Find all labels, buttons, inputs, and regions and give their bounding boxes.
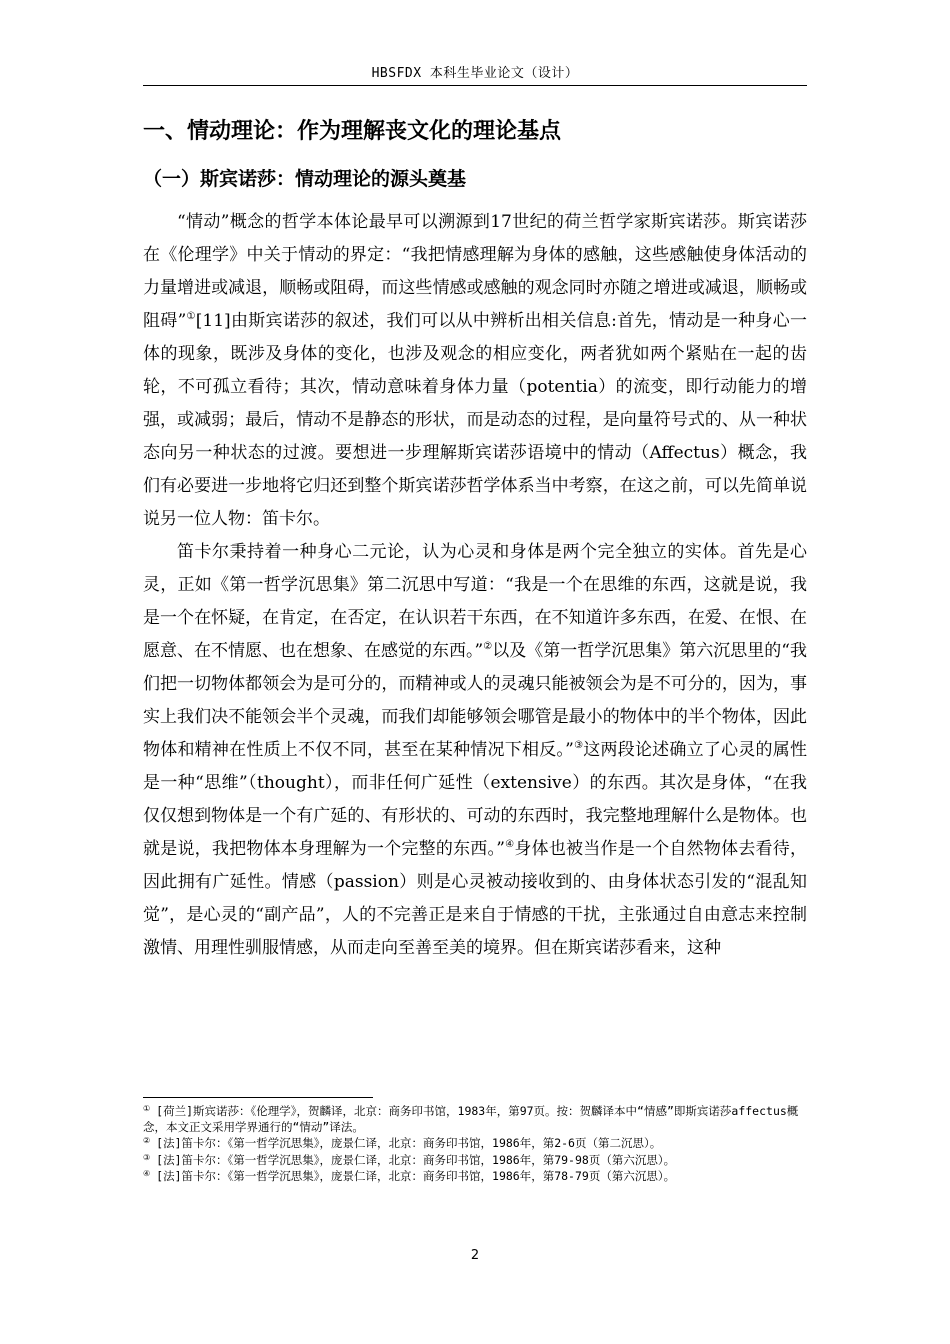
running-header: HBSFDX 本科生毕业论文（设计） bbox=[371, 66, 579, 81]
footnote-2 bbox=[143, 1136, 807, 1152]
paragraph-2 bbox=[143, 536, 807, 965]
section-title: 一、情动理论：作为理解丧文化的理论基点 bbox=[143, 119, 562, 144]
paragraph-2-part-1: 笛卡尔秉持着一种身心二元论，认为心灵和身体是两个完全独立的实体。首先是心灵，正如《第一哲学沉思集》第二沉思中写道：“我是一个在思维的东西，这就是说，我是一个在怀疑，在肯定，在否定，在认识若干东西，在不知道许多东西，在爱、在恨、在愿意、在不情愿、也在想象、在感觉的东西。” bbox=[143, 542, 807, 661]
footnote-ref-4[interactable]: ④ bbox=[504, 839, 515, 850]
footnote-text: [法]笛卡尔：《第一哲学沉思集》，庞景仁译，北京：商务印书馆，1986年，第2-6页（第二沉思）。 bbox=[156, 1136, 662, 1150]
paragraph-1-part-1: “情动”概念的哲学本体论最早可以溯源到17世纪的荷兰哲学家斯宾诺莎。斯宾诺莎在《伦理学》中关于情动的界定：“我把情感理解为身体的感触，这些感触使身体活动的力量增进或减退，顺畅或阻碍，而这些情感或感触的观念同时亦随之增进或减退，顺畅或阻碍” bbox=[143, 212, 807, 331]
footnote-text: [法]笛卡尔：《第一哲学沉思集》，庞景仁译，北京：商务印书馆，1986年，第79-98页（第六沉思）。 bbox=[156, 1152, 676, 1167]
footnote-mark: ④ bbox=[143, 1169, 151, 1178]
paragraph-1 bbox=[143, 206, 807, 536]
paragraph-1-part-2: [11]由斯宾诺莎的叙述，我们可以从中辨析出相关信息:首先，情动是一种身心一体的现象，既涉及身体的变化，也涉及观念的相应变化，两者犹如两个紧贴在一起的齿轮，不可孤立看待；其次，情动意味着身体力量（potentia）的流变，即行动能力的增强，或减弱；最后，情动不是静态的形状，而是动态的过程，是向量符号式的、从一种状态向另一种状态的过渡。要想进一步理解斯宾诺莎语境中的情动（Affectus）概念，我们有必要进一步地将它归还到整个斯宾诺莎哲学体系当中考察，在这之前，可以先简单说说另一位人物：笛卡尔。 bbox=[143, 311, 807, 529]
header-rule bbox=[143, 85, 807, 86]
page-number: 2 bbox=[470, 1248, 480, 1263]
footnote-text: [荷兰]斯宾诺莎：《伦理学》，贺麟译，北京：商务印书馆，1983年，第97页。按：贺麟译本中“情感”即斯宾诺莎affectus概念，本文正文采用学界通行的“情动”译法。 bbox=[143, 1104, 799, 1134]
paragraph-2-part-2: 以及《第一哲学沉思集》第六沉思里的“我们把一切物体都领会为是可分的，而精神或人的灵魂只能被领会为是不可分的，因为，事实上我们决不能领会半个灵魂，而我们却能够领会哪管是最小的物体中的半个物体，因此物体和精神在性质上不仅不同，甚至在某种情况下相反。” bbox=[143, 641, 807, 760]
footnote-ref-1[interactable]: ① bbox=[186, 311, 196, 322]
subsection-title: （一）斯宾诺莎：情动理论的源头奠基 bbox=[143, 168, 467, 190]
footnote-mark: ③ bbox=[143, 1152, 151, 1162]
paragraph-2-part-3: 这两段论述确立了心灵的属性是一种“思维”（thought），而非任何广延性（extensive）的东西。其次是身体，“在我仅仅想到物体是一个有广延的、有形状的、可动的东西时，我完整地理解什么是物体。也就是说，我把物体本身理解为一个完整的东西。” bbox=[143, 740, 807, 859]
footnote-ref-2[interactable]: ② bbox=[483, 641, 493, 652]
footnote-3 bbox=[143, 1153, 807, 1169]
footnote-1 bbox=[143, 1104, 807, 1135]
footnotes bbox=[143, 1104, 807, 1186]
footnote-4 bbox=[143, 1169, 807, 1185]
footnote-mark: ② bbox=[143, 1136, 151, 1145]
footnote-separator bbox=[143, 1097, 373, 1098]
footnote-mark: ① bbox=[143, 1104, 151, 1113]
footnote-ref-3[interactable]: ③ bbox=[573, 740, 584, 751]
paragraph-2-part-4: 身体也被当作是一个自然物体去看待，因此拥有广延性。情感（passion）则是心灵被动接收到的、由身体状态引发的“混乱知觉”，是心灵的“副产品”，人的不完善正是来自于情感的干扰，主张通过自由意志来控制激情、用理性驯服情感，从而走向至善至美的境界。但在斯宾诺莎看来，这种 bbox=[143, 839, 807, 958]
footnote-text: [法]笛卡尔：《第一哲学沉思集》，庞景仁译，北京：商务印书馆，1986年，第78-79页（第六沉思）。 bbox=[156, 1169, 676, 1183]
body-text bbox=[143, 206, 807, 965]
